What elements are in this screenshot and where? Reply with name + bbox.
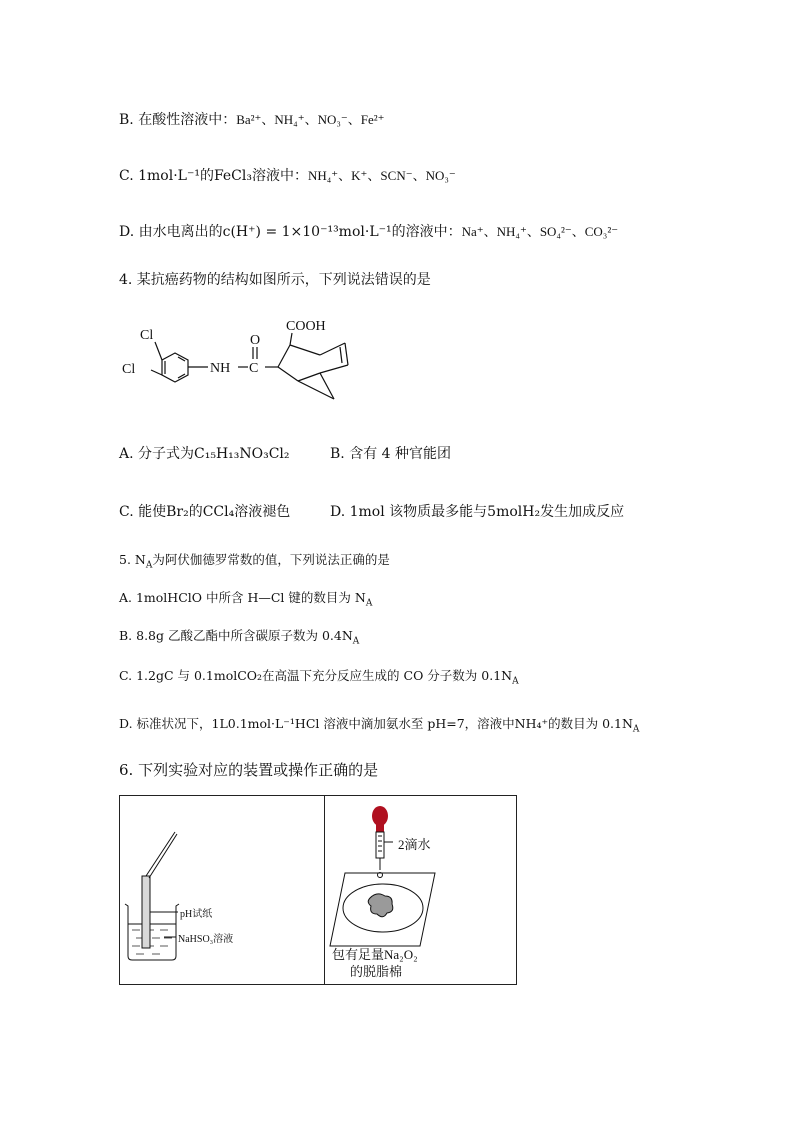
q5-option-c [119, 666, 519, 686]
ph-paper-label: pH试纸 [180, 909, 213, 920]
q6-stem: 6. 下列实验对应的装置或操作正确的是 [119, 761, 379, 779]
q3-option-d [119, 222, 618, 242]
q3-option-c [119, 166, 456, 186]
apparatus-figure [119, 795, 517, 985]
q5-stem [119, 550, 390, 570]
q4-option-b: B. 含有 4 种官能团 [330, 446, 451, 462]
struct-cl-left: Cl [122, 362, 136, 377]
q4-option-a: A. 分子式为C₁₅H₁₃NO₃Cl₂ [119, 446, 290, 462]
q5-option-a-sub: A [365, 598, 373, 609]
q3-option-c-label: C. 1mol·L⁻¹的FeCl₃溶液中： [119, 168, 308, 184]
struct-nh: NH [210, 361, 231, 376]
q5-stem-prefix: 5. N [119, 552, 146, 567]
q3-option-d-ions: Na⁺、NH₄⁺、SO₄²⁻、CO₃²⁻ [461, 224, 619, 239]
struct-o: O [250, 333, 261, 348]
drops-label: 2滴水 [398, 837, 431, 852]
q5-option-d-sub: A [632, 724, 640, 735]
q3-option-d-label: D. 由水电离出的c(H⁺) = 1×10⁻¹³mol·L⁻¹的溶液中： [119, 224, 462, 240]
benzene-ring [162, 353, 188, 382]
molecule-structure [120, 315, 370, 415]
q5-option-d-text: D. 标准状况下，1L0.1mol·L⁻¹HCl 溶液中滴加氨水至 pH=7，溶液中NH₄⁺的数目为 0.1N [119, 716, 633, 731]
beaker-diagram [120, 796, 324, 984]
q4-option-c: C. 能使Br₂的CCl₄溶液褪色 [119, 504, 291, 520]
ph-paper-strip [142, 876, 150, 948]
q5-option-b-sub: A [352, 636, 360, 647]
q5-option-d [119, 714, 639, 734]
cotton [368, 894, 393, 917]
q5-option-b [119, 626, 359, 646]
q3-option-b-label: B. 在酸性溶液中： [119, 112, 237, 128]
cotton-caption-2: 的脱脂棉 [350, 964, 403, 979]
q5-option-a-text: A. 1molHClO 中所含 H—Cl 键的数目为 N [119, 590, 366, 605]
q5-option-b-text: B. 8.8g 乙酸乙酯中所含碳原子数为 0.4N [119, 628, 353, 643]
dropper-bulb [372, 806, 388, 826]
q5-option-c-text: C. 1.2gC 与 0.1molCO₂在高温下充分反应生成的 CO 分子数为 0.1N [119, 668, 513, 683]
nahso3-label: NaHSO₃溶液 [178, 934, 234, 945]
q3-option-c-ions: NH₄⁺、K⁺、SCN⁻、NO₃⁻ [308, 168, 456, 183]
struct-c: C [249, 361, 259, 376]
struct-cooh: COOH [286, 319, 326, 334]
q3-option-b [119, 110, 385, 130]
q3-option-b-ions: Ba²⁺、NH₄⁺、NO₃⁻、Fe²⁺ [236, 112, 385, 127]
q5-option-c-sub: A [512, 676, 519, 687]
q4-option-d: D. 1mol 该物质最多能与5molH₂发生加成反应 [330, 504, 625, 520]
q5-stem-sub: A [145, 560, 153, 571]
q5-stem-rest: 为阿伏伽德罗常数的值，下列说法正确的是 [152, 552, 390, 567]
q5-option-a [119, 588, 372, 608]
q4-stem: 4. 某抗癌药物的结构如图所示，下列说法错误的是 [119, 272, 431, 288]
struct-cl-top: Cl [140, 328, 154, 343]
cotton-caption-1: 包有足量Na₂O₂ [332, 947, 418, 962]
